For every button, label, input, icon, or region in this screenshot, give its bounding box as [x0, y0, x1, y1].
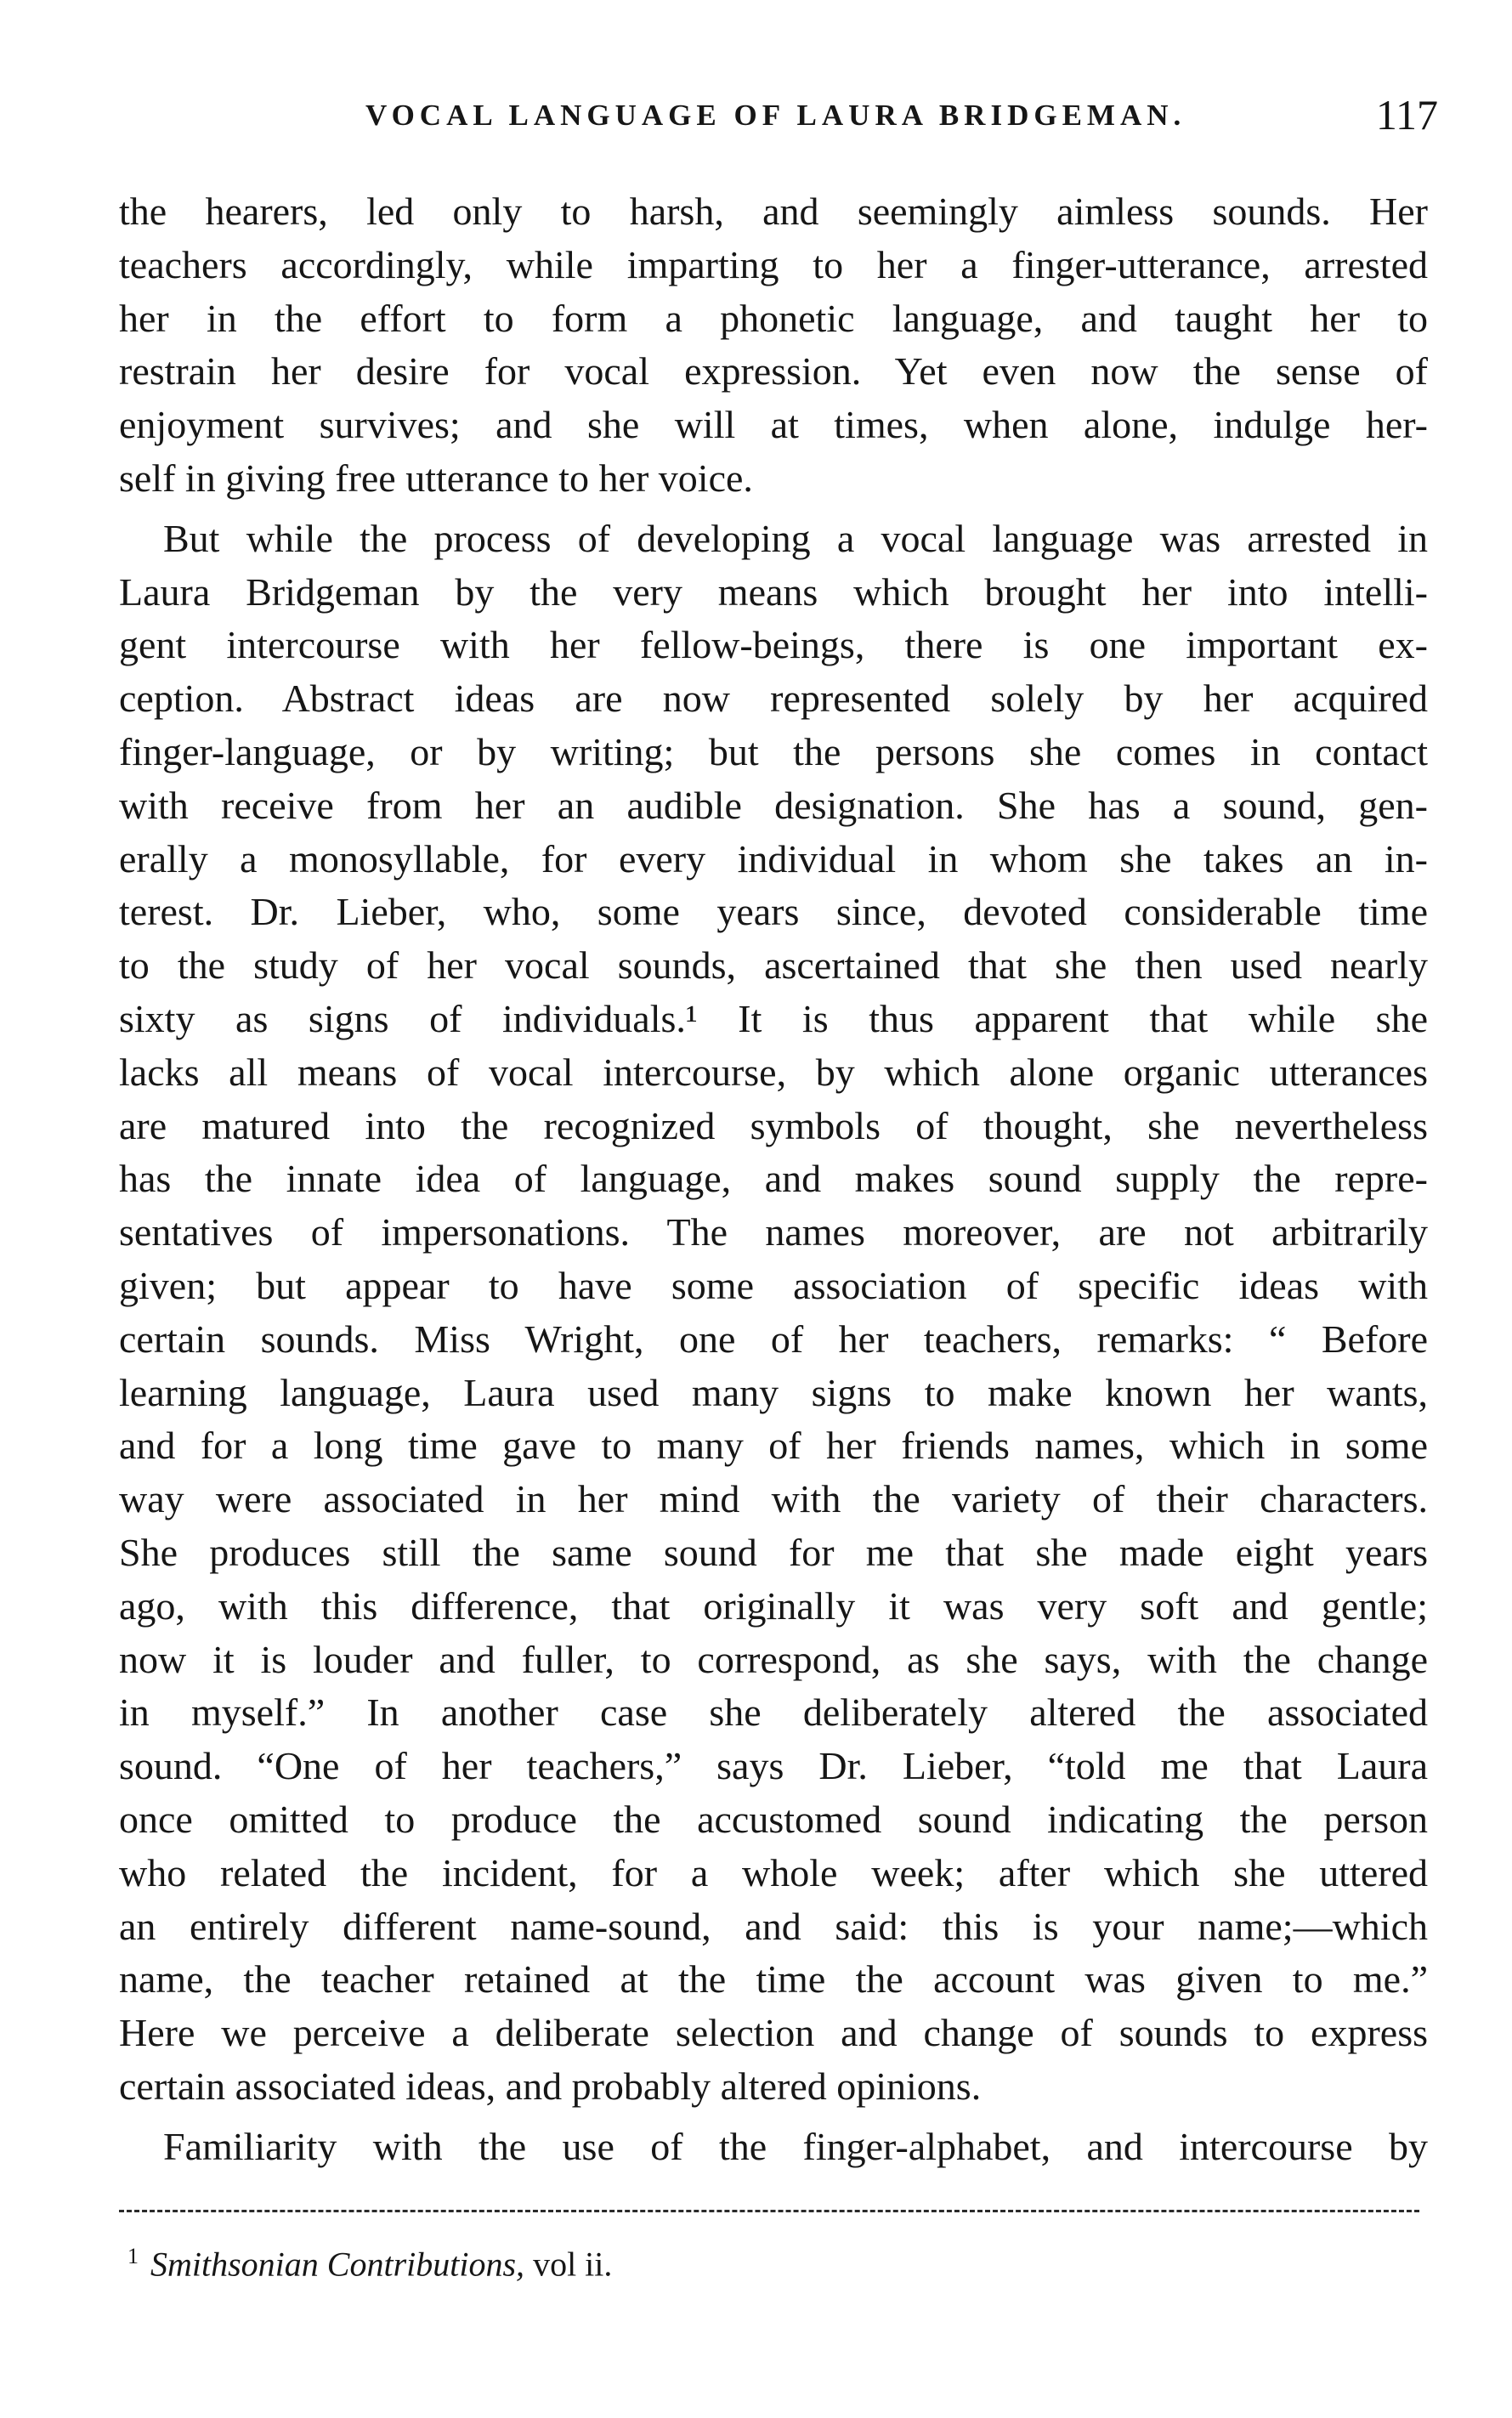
text-line: the hearers, led only to harsh, and seemingly aimless sounds. Her: [119, 190, 1428, 233]
text-line: with receive from her an audible designation. She has a sound, gen-: [119, 783, 1428, 827]
text-line: given; but appear to have some association of specific ideas with: [119, 1263, 1428, 1307]
text-line: her in the effort to form a phonetic language, and taught her to: [119, 296, 1428, 340]
text-line: now it is louder and fuller, to correspond, as she says, with the change: [119, 1637, 1428, 1681]
text-line: and for a long time gave to many of her friends names, which in some: [119, 1424, 1428, 1468]
text-line: who related the incident, for a whole week; after which she uttered: [119, 1850, 1428, 1894]
text-line: certain associated ideas, and probably altered opinions.: [119, 2064, 982, 2108]
text-line: sentatives of impersonations. The names moreover, are not arbitrarily: [119, 1210, 1428, 1254]
text-line: certain sounds. Miss Wright, one of her teachers, remarks: “ Before: [119, 1317, 1428, 1361]
text-line: to the study of her vocal sounds, ascertained that she then used nearly: [119, 943, 1428, 988]
body-text: [119, 185, 1428, 2173]
text-line: ception. Abstract ideas are now represented solely by her acquired: [119, 677, 1428, 721]
text-line: restrain her desire for vocal expression. Yet even now the sense of: [119, 349, 1428, 394]
text-line: But while the process of developing a vocal language was arrested in: [163, 516, 1428, 560]
page-number: 117: [1375, 91, 1438, 139]
paragraph-1: [119, 185, 1428, 506]
text-line: way were associated in her mind with the variety of their characters.: [119, 1477, 1428, 1521]
text-line: ago, with this difference, that originally it was very soft and gentle;: [119, 1583, 1428, 1628]
paragraph-gap: [119, 506, 1428, 512]
text-line: erally a monosyllable, for every individual in whom she takes an in-: [119, 836, 1428, 881]
text-line: name, the teacher retained at the time the account was given to me.”: [119, 1957, 1428, 2002]
text-line: lacks all means of vocal intercourse, by which alone organic utterances: [119, 1050, 1428, 1094]
text-line: in myself.” In another case she deliberately altered the associated: [119, 1690, 1428, 1735]
text-line: finger-language, or by writing; but the persons she comes in contact: [119, 729, 1428, 773]
text-line: Laura Bridgeman by the very means which brought her into intelli-: [119, 569, 1428, 614]
footnote: [127, 2244, 612, 2284]
text-line: once omitted to produce the accustomed sound indicating the person: [119, 1797, 1428, 1841]
text-line: teachers accordingly, while imparting to her a finger-utterance, arrested: [119, 242, 1428, 286]
text-line: enjoyment survives; and she will at times, when alone, indulge her-: [119, 403, 1428, 447]
text-line: She produces still the same sound for me that she made eight years: [119, 1530, 1428, 1574]
running-head: [119, 93, 1445, 144]
footnote-marker: 1: [127, 2244, 139, 2268]
text-line: gent intercourse with her fellow-beings, there is one important ex-: [119, 623, 1428, 667]
running-title: VOCAL LANGUAGE OF LAURA BRIDGEMAN.: [365, 99, 1186, 132]
text-line: sound. “One of her teachers,” says Dr. Lieber, “told me that Laura: [119, 1744, 1428, 1788]
paragraph-2: [119, 512, 1428, 2114]
text-line: Familiarity with the use of the finger-alphabet, and intercourse by: [163, 2124, 1428, 2168]
footnote-volume: vol ii.: [533, 2245, 613, 2284]
text-line: self in giving free utterance to her voice.: [119, 456, 753, 500]
text-line: terest. Dr. Lieber, who, some years since, devoted considerable time: [119, 890, 1428, 934]
text-line: learning language, Laura used many signs to make known her wants,: [119, 1370, 1428, 1414]
text-line: are matured into the recognized symbols of thought, she nevertheless: [119, 1103, 1428, 1147]
text-line: sixty as signs of individuals.¹ It is thus apparent that while she: [119, 996, 1428, 1040]
text-line: Here we perceive a deliberate selection and change of sounds to express: [119, 2011, 1428, 2055]
footnote-source: Smithsonian Contributions,: [150, 2245, 525, 2284]
text-line: has the innate idea of language, and makes sound supply the repre-: [119, 1157, 1428, 1201]
footnote-rule: [119, 2210, 1419, 2212]
text-line: an entirely different name-sound, and said: this is your name;—which: [119, 1904, 1428, 1948]
paragraph-3: [119, 2121, 1428, 2174]
paragraph-gap: [119, 2114, 1428, 2121]
